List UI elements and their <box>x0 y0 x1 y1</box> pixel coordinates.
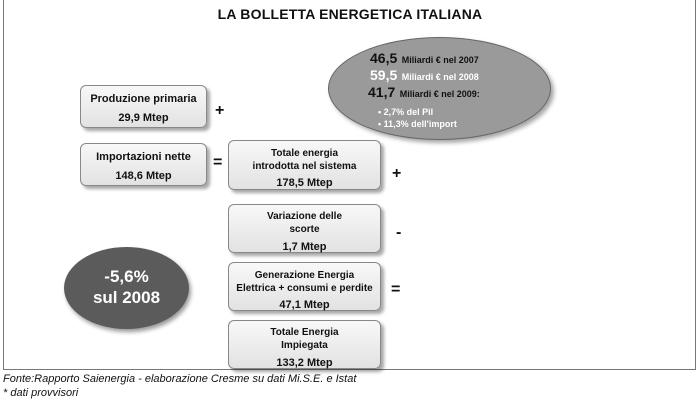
cost-2008 <box>370 67 479 85</box>
importazioni-value: 148,6 Mtep <box>115 170 172 182</box>
box-totale-energia-impiegata <box>228 320 381 369</box>
operator-plus-2: + <box>392 165 402 182</box>
generazione-label-1: Generazione Energia <box>254 270 355 281</box>
bullet-pil: • 2,7% del Pil <box>378 107 434 117</box>
totale-impiegata-value: 133,2 Mtep <box>276 357 333 369</box>
box-importazioni-nette <box>80 143 207 186</box>
operator-minus: - <box>396 224 402 241</box>
totale-impiegata-label-2: Impiegata <box>281 340 328 351</box>
variation-badge <box>64 247 189 329</box>
cost-2007 <box>370 50 479 68</box>
produzione-value: 29,9 Mtep <box>118 112 169 124</box>
totale-impiegata-label-1: Totale Energia <box>270 327 339 338</box>
produzione-label: Produzione primaria <box>90 93 197 105</box>
variation-badge-value: -5,6% <box>104 267 149 286</box>
cost-2009-label: Miliardi € nel 2009: <box>399 89 480 99</box>
cost-2007-label: Miliardi € nel 2007 <box>401 55 479 65</box>
box-generazione-energia <box>228 262 381 311</box>
operator-equals-2: = <box>391 281 401 298</box>
cost-2007-value: 46,5 <box>370 50 398 66</box>
bullet-import: • 11,3% dell'import <box>378 119 457 129</box>
importazioni-label: Importazioni nette <box>96 151 191 163</box>
operator-plus-1: + <box>215 102 225 119</box>
generazione-value: 47,1 Mtep <box>279 299 330 311</box>
totale-introdotta-label-2: introdotta nel sistema <box>252 161 357 172</box>
variazione-label-1: Variazione delle <box>266 211 343 222</box>
diagram-title: LA BOLLETTA ENERGETICA ITALIANA <box>217 6 483 22</box>
box-produzione-primaria <box>80 85 207 128</box>
variazione-label-2: scorte <box>289 224 320 235</box>
operator-equals-1: = <box>213 154 223 171</box>
totale-introdotta-label-1: Totale energia <box>270 148 339 159</box>
cost-2008-label: Miliardi € nel 2008 <box>401 72 479 82</box>
footer-source: Fonte:Rapporto Saienergia - elaborazione Cresme su dati Mi.S.E. e Istat <box>3 373 357 385</box>
variazione-value: 1,7 Mtep <box>282 241 327 253</box>
box-variazione-scorte <box>228 204 381 253</box>
cost-2009 <box>368 84 480 102</box>
cost-2008-value: 59,5 <box>370 67 398 83</box>
footer-note: * dati provvisori <box>3 387 79 399</box>
variation-badge-label: sul 2008 <box>92 288 161 307</box>
generazione-label-2: Elettrica + consumi e perdite <box>236 283 373 294</box>
box-totale-energia-introdotta <box>228 140 381 190</box>
cost-2009-value: 41,7 <box>368 84 396 100</box>
totale-introdotta-value: 178,5 Mtep <box>276 177 333 189</box>
